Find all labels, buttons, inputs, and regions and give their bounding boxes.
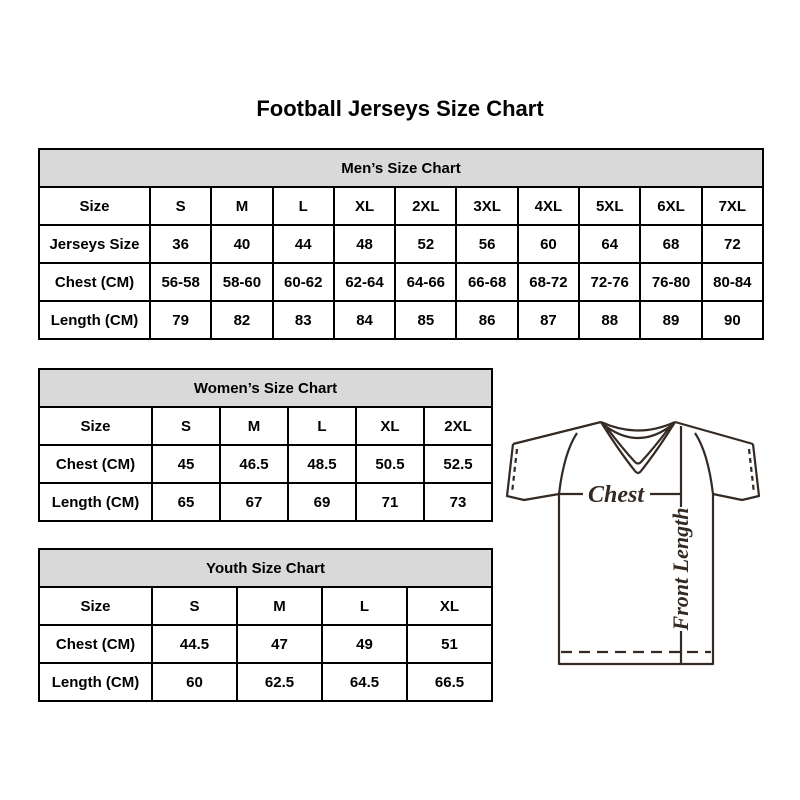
value-cell: 36: [150, 225, 211, 263]
value-cell: 5XL: [579, 187, 640, 225]
value-cell: 2XL: [424, 407, 492, 445]
value-cell: S: [152, 407, 220, 445]
value-cell: 60: [152, 663, 237, 701]
value-cell: L: [288, 407, 356, 445]
value-cell: 86: [456, 301, 517, 339]
value-cell: 64: [579, 225, 640, 263]
value-cell: 66.5: [407, 663, 492, 701]
jersey-left-shoulder: [513, 422, 601, 444]
value-cell: S: [150, 187, 211, 225]
table-row: [39, 483, 492, 521]
youth-size-chart-section: [38, 548, 493, 702]
row-label-cell: Size: [39, 187, 150, 225]
table-row: [39, 225, 763, 263]
womens-size-table: [38, 368, 493, 522]
value-cell: 64-66: [395, 263, 456, 301]
row-label-cell: Chest (CM): [39, 263, 150, 301]
value-cell: 6XL: [640, 187, 701, 225]
value-cell: 7XL: [702, 187, 763, 225]
value-cell: 62-64: [334, 263, 395, 301]
jersey-right-armhole-seam: [695, 433, 713, 494]
value-cell: 90: [702, 301, 763, 339]
table-row: [39, 625, 492, 663]
value-cell: M: [220, 407, 288, 445]
value-cell: L: [273, 187, 334, 225]
value-cell: 88: [579, 301, 640, 339]
value-cell: 44: [273, 225, 334, 263]
table-header-row: [39, 149, 763, 187]
table-row: [39, 445, 492, 483]
table-row: [39, 187, 763, 225]
value-cell: 73: [424, 483, 492, 521]
value-cell: 48.5: [288, 445, 356, 483]
value-cell: 47: [237, 625, 322, 663]
value-cell: 40: [211, 225, 272, 263]
value-cell: 87: [518, 301, 579, 339]
value-cell: 60: [518, 225, 579, 263]
value-cell: 82: [211, 301, 272, 339]
value-cell: 69: [288, 483, 356, 521]
value-cell: 62.5: [237, 663, 322, 701]
value-cell: 67: [220, 483, 288, 521]
value-cell: 76-80: [640, 263, 701, 301]
row-label-cell: Length (CM): [39, 301, 150, 339]
value-cell: XL: [334, 187, 395, 225]
value-cell: 44.5: [152, 625, 237, 663]
value-cell: 3XL: [456, 187, 517, 225]
value-cell: 68-72: [518, 263, 579, 301]
table-row: [39, 663, 492, 701]
value-cell: 79: [150, 301, 211, 339]
value-cell: XL: [356, 407, 424, 445]
value-cell: 68: [640, 225, 701, 263]
front-length-label: Front Length: [668, 507, 693, 631]
mens-size-table: [38, 148, 764, 340]
value-cell: M: [211, 187, 272, 225]
value-cell: 89: [640, 301, 701, 339]
jersey-right-sleeve: [713, 444, 759, 500]
jersey-left-sleeve: [507, 444, 559, 500]
value-cell: 72-76: [579, 263, 640, 301]
value-cell: 48: [334, 225, 395, 263]
table-header-row: [39, 369, 492, 407]
value-cell: XL: [407, 587, 492, 625]
jersey-measurement-diagram: [503, 416, 765, 670]
value-cell: 50.5: [356, 445, 424, 483]
value-cell: 65: [152, 483, 220, 521]
value-cell: 46.5: [220, 445, 288, 483]
chest-label: Chest: [587, 482, 645, 508]
value-cell: 51: [407, 625, 492, 663]
value-cell: M: [237, 587, 322, 625]
row-label-cell: Length (CM): [39, 483, 152, 521]
mens-table-title: Men’s Size Chart: [39, 149, 763, 187]
youth-table-title: Youth Size Chart: [39, 549, 492, 587]
row-label-cell: Size: [39, 407, 152, 445]
value-cell: 2XL: [395, 187, 456, 225]
value-cell: 71: [356, 483, 424, 521]
value-cell: 83: [273, 301, 334, 339]
table-row: [39, 301, 763, 339]
value-cell: 56-58: [150, 263, 211, 301]
value-cell: 52: [395, 225, 456, 263]
row-label-cell: Jerseys Size: [39, 225, 150, 263]
youth-size-table: [38, 548, 493, 702]
value-cell: L: [322, 587, 407, 625]
page-title: Football Jerseys Size Chart: [256, 96, 544, 121]
value-cell: 4XL: [518, 187, 579, 225]
value-cell: 45: [152, 445, 220, 483]
value-cell: S: [152, 587, 237, 625]
value-cell: 80-84: [702, 263, 763, 301]
value-cell: 72: [702, 225, 763, 263]
womens-size-chart-section: [38, 368, 493, 522]
mens-size-chart-section: [38, 148, 764, 340]
table-row: [39, 407, 492, 445]
value-cell: 52.5: [424, 445, 492, 483]
row-label-cell: Chest (CM): [39, 625, 152, 663]
value-cell: 64.5: [322, 663, 407, 701]
row-label-cell: Chest (CM): [39, 445, 152, 483]
value-cell: 84: [334, 301, 395, 339]
jersey-left-armhole-seam: [559, 433, 577, 494]
table-row: [39, 587, 492, 625]
value-cell: 85: [395, 301, 456, 339]
table-header-row: [39, 549, 492, 587]
womens-table-title: Women’s Size Chart: [39, 369, 492, 407]
value-cell: 49: [322, 625, 407, 663]
value-cell: 56: [456, 225, 517, 263]
jersey-right-shoulder: [675, 422, 753, 444]
table-row: [39, 263, 763, 301]
row-label-cell: Size: [39, 587, 152, 625]
jersey-diagram-svg: [503, 416, 765, 670]
row-label-cell: Length (CM): [39, 663, 152, 701]
value-cell: 58-60: [211, 263, 272, 301]
value-cell: 66-68: [456, 263, 517, 301]
value-cell: 60-62: [273, 263, 334, 301]
